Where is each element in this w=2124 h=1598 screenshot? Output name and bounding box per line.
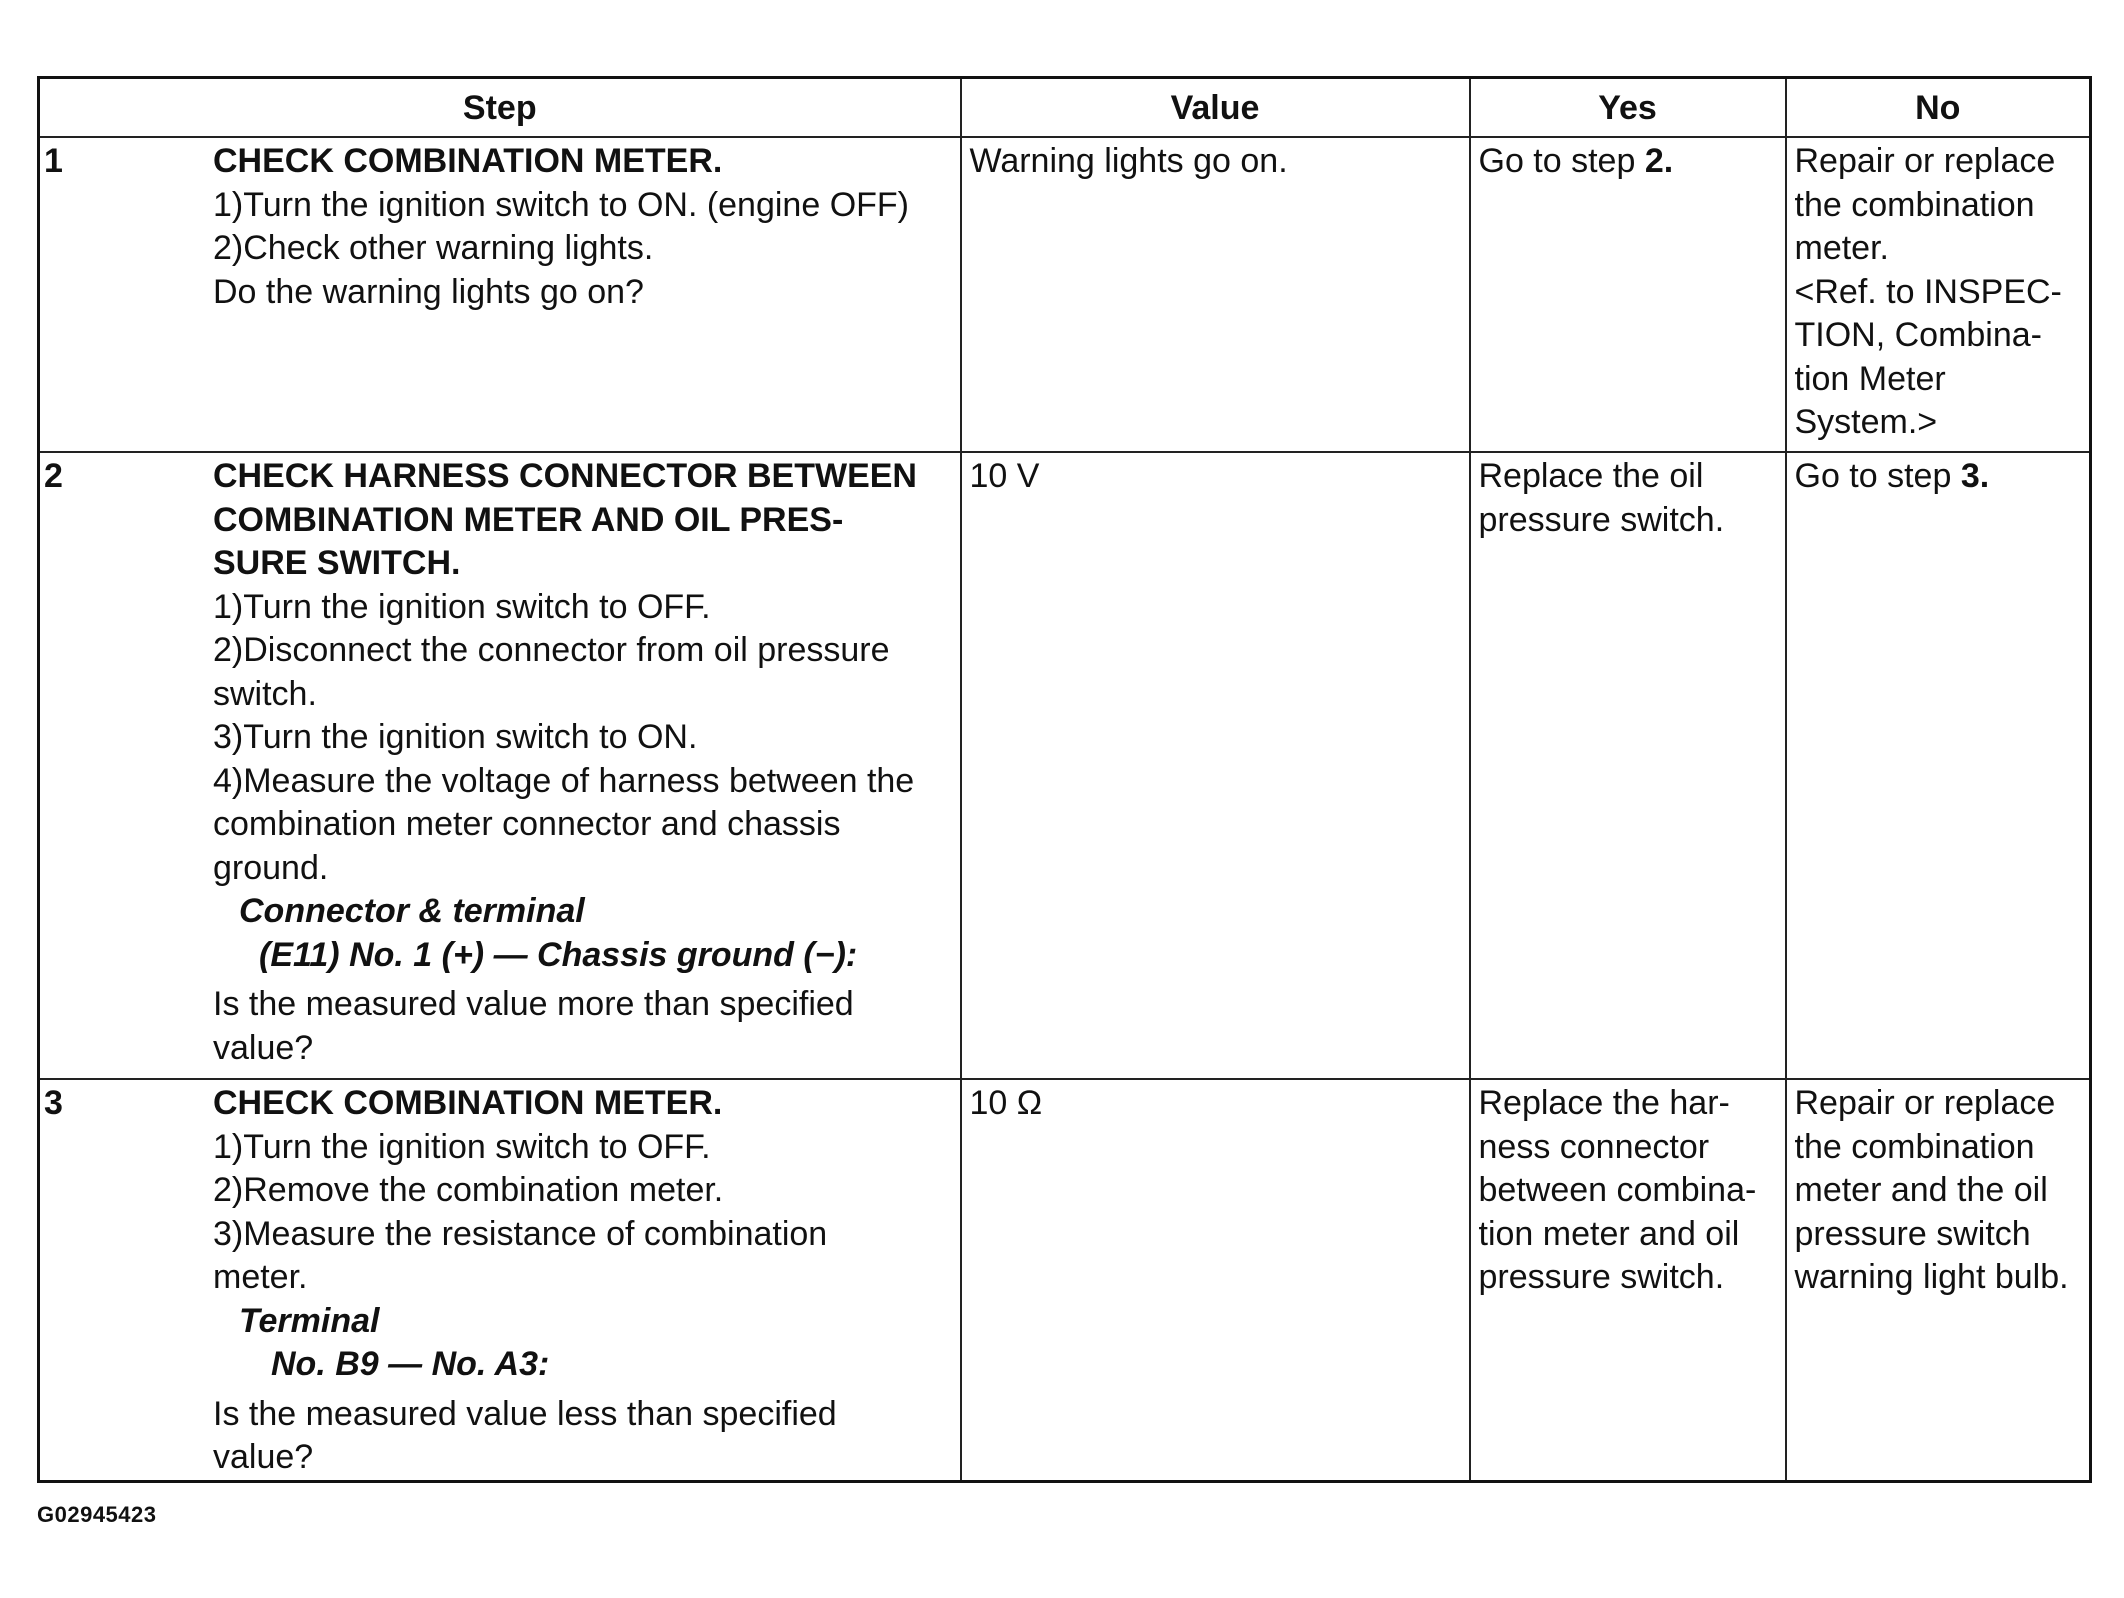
instruction-line: 3)Turn the ignition switch to ON.: [213, 718, 698, 756]
step-title: CHECK COMBINATION METER.: [213, 142, 723, 180]
table-row: [39, 137, 2091, 452]
step-instructions: [213, 1080, 960, 1480]
yes-action-line: ness connector: [1478, 1127, 1710, 1166]
spec-label: Connector & terminal: [239, 892, 585, 930]
yes-action-line: Replace the oil: [1478, 457, 1704, 495]
no-cell: [1786, 1079, 2091, 1482]
question-line: Is the measured value more than specified: [213, 985, 854, 1023]
value-cell: [961, 1079, 1470, 1482]
step-title-line: COMBINATION METER AND OIL PRES-: [213, 500, 844, 539]
yes-cell: [1470, 452, 1786, 1079]
no-action-line: meter and the oil: [1794, 1171, 2048, 1209]
step-cell: [39, 1079, 961, 1482]
instruction-line: meter.: [213, 1258, 308, 1296]
header-yes: Yes: [1470, 78, 1786, 138]
instruction-line: 1)Turn the ignition switch to OFF.: [213, 587, 711, 626]
no-action-line: TION, Combina-: [1794, 316, 2042, 354]
step-cell: [39, 137, 961, 452]
instruction-line: 1)Turn the ignition switch to OFF.: [213, 1127, 711, 1166]
table-row: [39, 452, 2091, 1079]
instruction-line: 1)Turn the ignition switch to ON. (engine OFF): [213, 185, 910, 224]
no-cell: [1786, 137, 2091, 452]
value-cell: [961, 452, 1470, 1079]
no-action-line: Repair or replace: [1794, 1084, 2056, 1122]
question-line: Is the measured value less than specified: [213, 1394, 837, 1433]
spec-terminal: (E11) No. 1 (+) — Chassis ground (−):: [259, 935, 858, 974]
header-no: No: [1786, 78, 2091, 138]
step-instructions: [213, 453, 960, 1070]
yes-action: [1471, 453, 1785, 542]
step-title: CHECK COMBINATION METER.: [213, 1084, 723, 1122]
spec-value-text: 10 Ω: [969, 1084, 1043, 1122]
no-action-line: the combination: [1794, 1127, 2035, 1166]
yes-action-line: pressure switch.: [1478, 500, 1725, 539]
no-action-line: meter.: [1794, 229, 1889, 267]
question-line: value?: [213, 1028, 314, 1067]
yes-cell: [1470, 137, 1786, 452]
instruction-line: combination meter connector and chassis: [213, 805, 841, 843]
step-number: 2: [44, 457, 63, 495]
yes-action-line: between combina-: [1478, 1171, 1757, 1209]
question-line: Do the warning lights go on?: [213, 272, 644, 311]
yes-action: [1471, 138, 1785, 184]
table-row: [39, 1079, 2091, 1482]
header-step: Step: [39, 78, 961, 138]
no-action-line: System.>: [1794, 403, 1938, 441]
no-action: [1787, 138, 2090, 445]
no-action-line: the combination: [1794, 185, 2035, 224]
spec-label: Terminal: [239, 1301, 380, 1340]
step-title-line: CHECK HARNESS CONNECTOR BETWEEN: [213, 457, 917, 495]
step-number: 3: [44, 1084, 63, 1122]
no-action-line: Repair or replace: [1794, 142, 2056, 180]
yes-action-line: Replace the har-: [1478, 1084, 1730, 1122]
spec-value-text: Warning lights go on.: [969, 142, 1288, 180]
table-header-row: [39, 78, 2091, 138]
no-action-line: <Ref. to INSPEC-: [1794, 272, 2062, 311]
no-action-line: warning light bulb.: [1794, 1258, 2069, 1296]
no-action-line: tion Meter: [1794, 359, 1946, 398]
no-step-ref: 3.: [1960, 457, 1990, 495]
diagnostic-procedure-table: [37, 76, 2092, 1483]
step-instructions: [213, 138, 960, 314]
spec-value-text: 10 V: [969, 457, 1040, 495]
figure-id-label: G02945423: [37, 1502, 157, 1527]
spec-terminal: No. B9 — No. A3:: [271, 1345, 550, 1383]
instruction-line: 2)Check other warning lights.: [213, 229, 654, 267]
yes-action-text: Go to step: [1478, 142, 1645, 180]
instruction-line: 3)Measure the resistance of combination: [213, 1214, 828, 1253]
yes-action: [1471, 1080, 1785, 1300]
no-action: [1787, 1080, 2090, 1300]
step-number: 1: [44, 142, 63, 180]
instruction-line: switch.: [213, 674, 317, 713]
yes-action-line: tion meter and oil: [1478, 1214, 1740, 1253]
no-action-line: pressure switch: [1794, 1214, 2031, 1253]
value-cell: [961, 137, 1470, 452]
no-action-text: Go to step: [1794, 457, 1961, 495]
header-value: Value: [961, 78, 1470, 138]
no-cell: [1786, 452, 2091, 1079]
yes-step-ref: 2.: [1644, 142, 1674, 180]
step-cell: [39, 452, 961, 1079]
instruction-line: 2)Remove the combination meter.: [213, 1171, 724, 1209]
instruction-line: 2)Disconnect the connector from oil pressure: [213, 631, 890, 669]
yes-cell: [1470, 1079, 1786, 1482]
no-action: [1787, 453, 2090, 499]
instruction-line: ground.: [213, 848, 329, 887]
question-line: value?: [213, 1438, 314, 1476]
instruction-line: 4)Measure the voltage of harness between the: [213, 761, 915, 800]
step-title-line: SURE SWITCH.: [213, 544, 461, 582]
yes-action-line: pressure switch.: [1478, 1258, 1725, 1296]
